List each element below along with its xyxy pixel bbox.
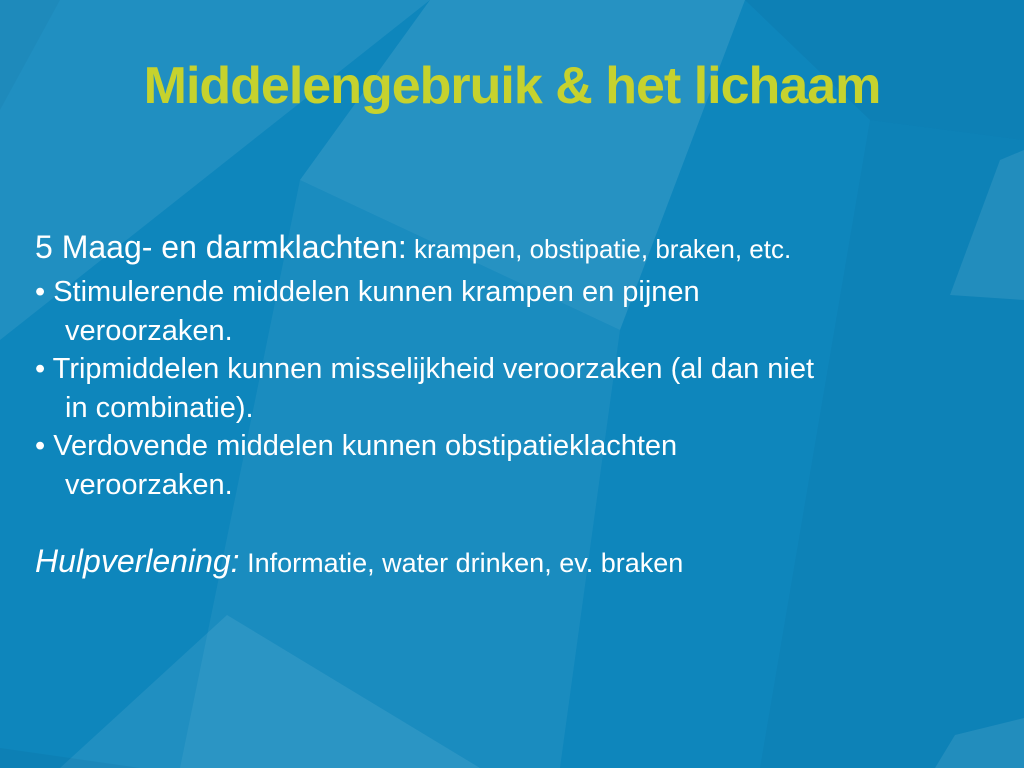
bullet-line-continuation: veroorzaken.: [65, 468, 233, 501]
help-tail: Informatie, water drinken, ev. braken: [239, 548, 684, 578]
bullet-line: • Verdovende middelen kunnen obstipatieklachten: [35, 430, 678, 462]
heading-tail: krampen, obstipatie, braken, etc.: [406, 234, 792, 264]
bullet-line-continuation: in combinatie).: [65, 391, 254, 424]
slide-title: Middelengebruik & het lichaam: [143, 57, 881, 115]
bullet-line-continuation: veroorzaken.: [65, 314, 233, 347]
help-lead: Hulpverlening:: [35, 543, 240, 579]
bullet-line: • Stimulerende middelen kunnen krampen en pijnen: [35, 276, 700, 308]
heading-lead: 5 Maag- en darmklachten:: [35, 229, 407, 265]
bullet-line: • Tripmiddelen kunnen misselijkheid veroorzaken (al dan niet: [35, 353, 815, 385]
bullet-list: [35, 273, 995, 504]
help-line: [35, 540, 995, 584]
slide-body: [35, 226, 995, 584]
body-heading: [35, 226, 995, 270]
